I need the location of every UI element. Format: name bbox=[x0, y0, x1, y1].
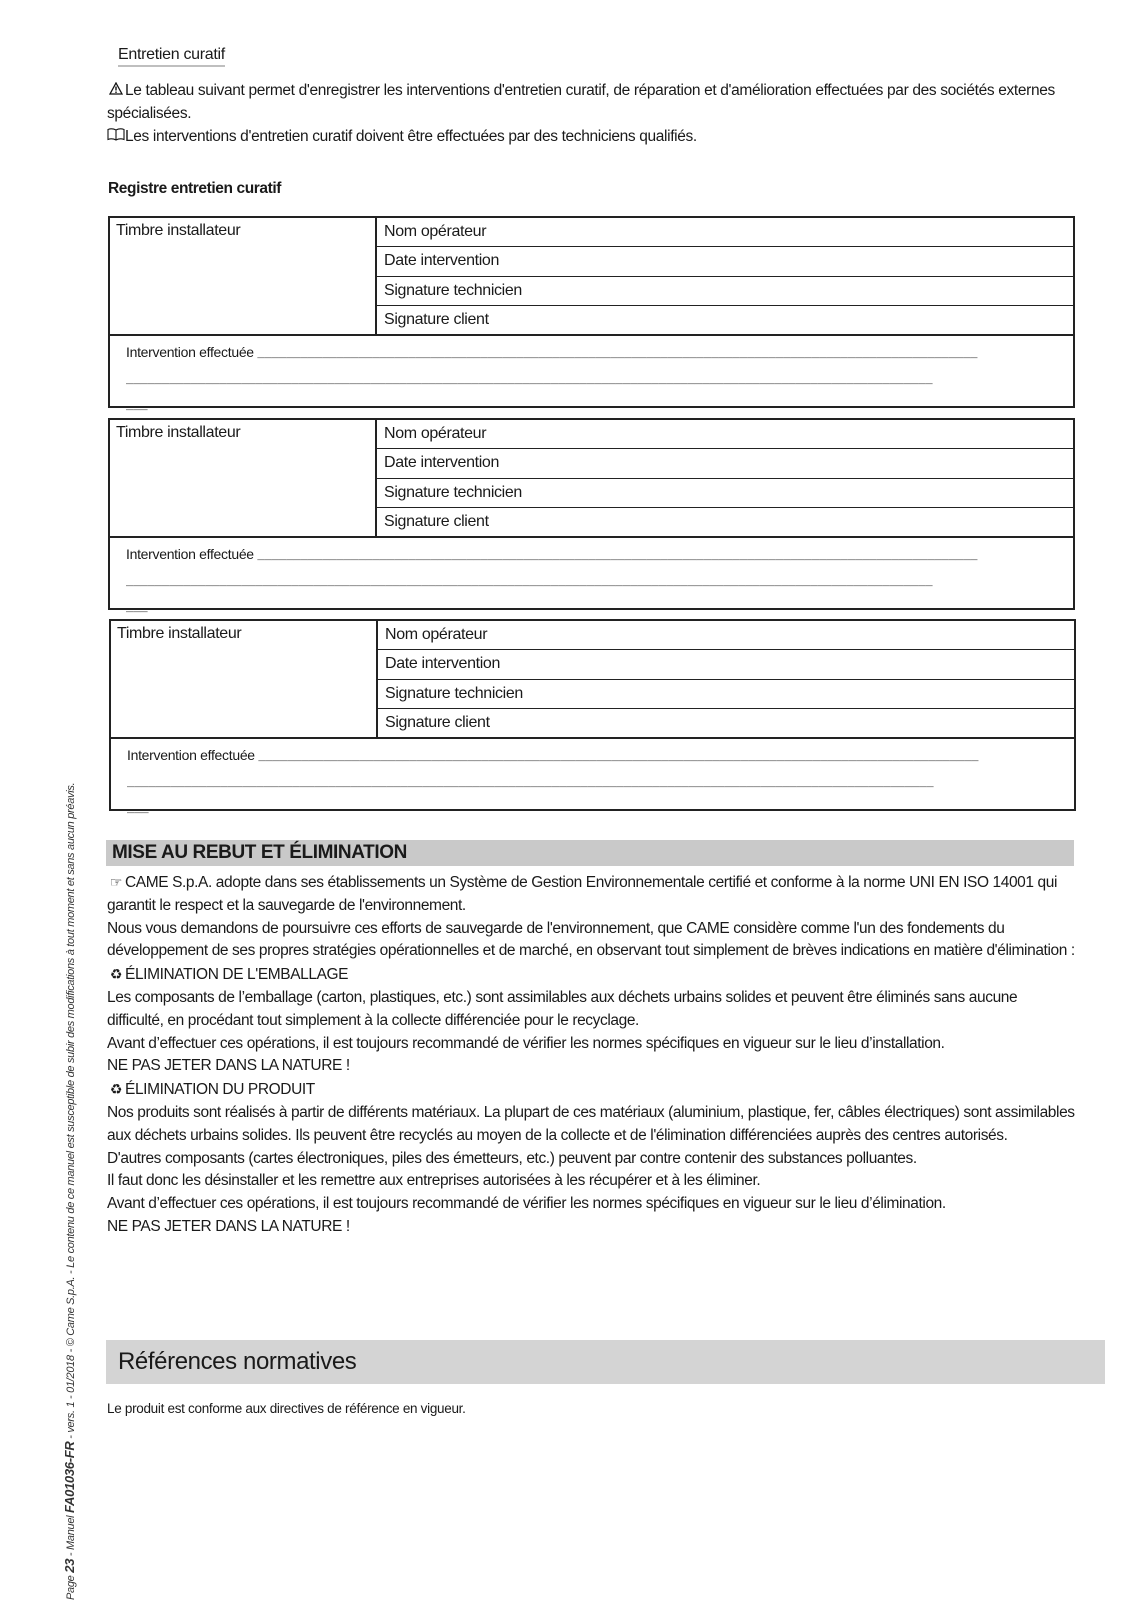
register-fields bbox=[378, 621, 1074, 737]
book-note bbox=[107, 125, 1067, 149]
side-page-footer bbox=[62, 700, 82, 1600]
register-fields bbox=[377, 420, 1073, 536]
operator-name-field: Nom opérateur bbox=[377, 218, 1073, 247]
intervention-line: ___ bbox=[126, 399, 148, 413]
intervention-line: ____________________________________________________________________________________________________ bbox=[257, 549, 978, 563]
intervention-date-field: Date intervention bbox=[377, 247, 1073, 276]
intro-block bbox=[107, 79, 1067, 149]
client-signature-field: Signature client bbox=[384, 310, 489, 328]
product-p1: Nos produits sont réalisés à partir de différents matériaux. La plupart de ces matériaux (aluminium, plastique, fer, câbles électriques) sont assimilables aux déchets urbains solides. Ils peuvent être recyclés au moyen de la collecte et de l'élimination différenciées auprès des centres autorisés. bbox=[107, 1103, 1075, 1144]
disposal-heading: MISE AU REBUT ET ÉLIMINATION bbox=[106, 840, 1074, 866]
intervention-line: ________________________________________________________________________________________________________________ bbox=[126, 575, 933, 589]
product-title bbox=[107, 1078, 1075, 1102]
disposal-p2: Nous vous demandons de poursuivre ces efforts de sauvegarde de l'environnement, que CAME considère comme l'un des fondements du développement de ses propres stratégies opérationnelles et de marché, en observant tout simplement de brèves indications en matière d'élimination : bbox=[107, 919, 1075, 960]
register-top bbox=[110, 218, 1073, 336]
packaging-p1: Les composants de l’emballage (carton, plastiques, etc.) sont assimilables aux déchets urbains solides et peuvent être éliminés sans aucune difficulté, en procédant tout simplement à la collecte différenciée pour le recyclage. bbox=[107, 988, 1018, 1029]
disposal-intro bbox=[107, 871, 1075, 918]
technician-signature-field: Signature technicien bbox=[377, 479, 1073, 508]
register-table bbox=[108, 216, 1075, 413]
register-top bbox=[110, 420, 1073, 538]
installer-stamp-cell: Timbre installateur bbox=[110, 218, 377, 334]
operator-name-field: Nom opérateur bbox=[377, 420, 1073, 449]
intervention-line: ___ bbox=[127, 802, 149, 816]
pointing-hand-icon: ☞ bbox=[109, 874, 123, 890]
intervention-label: Intervention effectuée bbox=[126, 344, 254, 360]
warning-note bbox=[107, 79, 1067, 125]
client-signature-field: Signature client bbox=[385, 713, 490, 731]
intervention-line: ____________________________________________________________________________________________________ bbox=[258, 750, 979, 764]
page-number: 23 bbox=[62, 1558, 77, 1573]
intervention-date-field: Date intervention bbox=[378, 650, 1074, 679]
manual-code: FA01036-FR bbox=[62, 1441, 77, 1513]
packaging-title bbox=[107, 963, 1075, 987]
references-text: Le produit est conforme aux directives de référence en vigueur. bbox=[107, 1401, 466, 1416]
packaging-p2: Avant d’effectuer ces opérations, il est toujours recommandé de vérifier les normes spécifiques en vigueur sur le lieu d’installation. bbox=[107, 1034, 945, 1052]
product-p3: Il faut donc les désinstaller et les remettre aux entreprises autorisées à les récupérer et à les éliminer. bbox=[107, 1172, 761, 1190]
register-fields bbox=[377, 218, 1073, 334]
installer-stamp-cell: Timbre installateur bbox=[111, 621, 378, 737]
technician-signature-field: Signature technicien bbox=[378, 680, 1074, 709]
packaging-p3: NE PAS JETER DANS LA NATURE ! bbox=[107, 1057, 350, 1075]
recycle-icon: ♻ bbox=[109, 966, 123, 983]
register-top bbox=[111, 621, 1074, 739]
disposal-p1: CAME S.p.A. adopte dans ses établissements un Système de Gestion Environnementale certifié et conforme à la norme UNI EN ISO 14001 qui garantit le respect et la sauvegarde de l'environnement. bbox=[107, 874, 1058, 914]
client-signature-field: Signature client bbox=[384, 512, 489, 530]
references-heading: Références normatives bbox=[106, 1340, 1105, 1384]
intervention-cell bbox=[110, 538, 1073, 615]
book-text: Les interventions d'entretien curatif doivent être effectuées par des techniciens qualifiés. bbox=[125, 128, 697, 145]
intervention-line: ___ bbox=[126, 601, 148, 615]
intervention-line: ________________________________________________________________________________________________________________ bbox=[127, 776, 934, 790]
product-p4: Avant d’effectuer ces opérations, il est toujours recommandé de vérifier les normes spécifiques en vigueur sur le lieu d’élimination. bbox=[107, 1195, 946, 1213]
footer-sep: - Manuel bbox=[65, 1512, 77, 1559]
book-icon bbox=[107, 125, 125, 148]
disposal-body bbox=[107, 871, 1075, 1239]
register-table bbox=[108, 418, 1075, 615]
intervention-line: ____________________________________________________________________________________________________ bbox=[257, 347, 978, 361]
intervention-cell bbox=[110, 336, 1073, 413]
operator-name-field: Nom opérateur bbox=[378, 621, 1074, 650]
warning-text: Le tableau suivant permet d'enregistrer les interventions d'entretien curatif, de réparation et d'amélioration effectuées par des sociétés externes spécialisées. bbox=[107, 82, 1055, 122]
register-table bbox=[109, 619, 1076, 816]
product-p5: NE PAS JETER DANS LA NATURE ! bbox=[107, 1217, 350, 1235]
technician-signature-field: Signature technicien bbox=[377, 277, 1073, 306]
register-title: Registre entretien curatif bbox=[108, 180, 282, 197]
packaging-title-text: ÉLIMINATION DE L'EMBALLAGE bbox=[125, 966, 349, 984]
intervention-label: Intervention effectuée bbox=[127, 747, 255, 763]
recycle-icon: ♻ bbox=[109, 1081, 123, 1098]
intervention-label: Intervention effectuée bbox=[126, 546, 254, 562]
section-title: Entretien curatif bbox=[118, 46, 225, 67]
page-label: Page bbox=[65, 1575, 77, 1600]
installer-stamp-cell: Timbre installateur bbox=[110, 420, 377, 536]
intervention-line: ________________________________________________________________________________________________________________ bbox=[126, 373, 933, 387]
warning-icon bbox=[107, 79, 125, 102]
intervention-date-field: Date intervention bbox=[377, 449, 1073, 478]
product-title-text: ÉLIMINATION DU PRODUIT bbox=[125, 1081, 315, 1099]
intervention-cell bbox=[111, 739, 1074, 816]
footer-copyright: - vers. 1 - 01/2018 - © Came S.p.A. - Le contenu de ce manuel est susceptible de subir des modifications à tout moment et sans aucun préavis. bbox=[65, 782, 77, 1442]
product-p2: D'autres composants (cartes électroniques, piles des émetteurs, etc.) peuvent par contre contenir des substances polluantes. bbox=[107, 1149, 917, 1167]
